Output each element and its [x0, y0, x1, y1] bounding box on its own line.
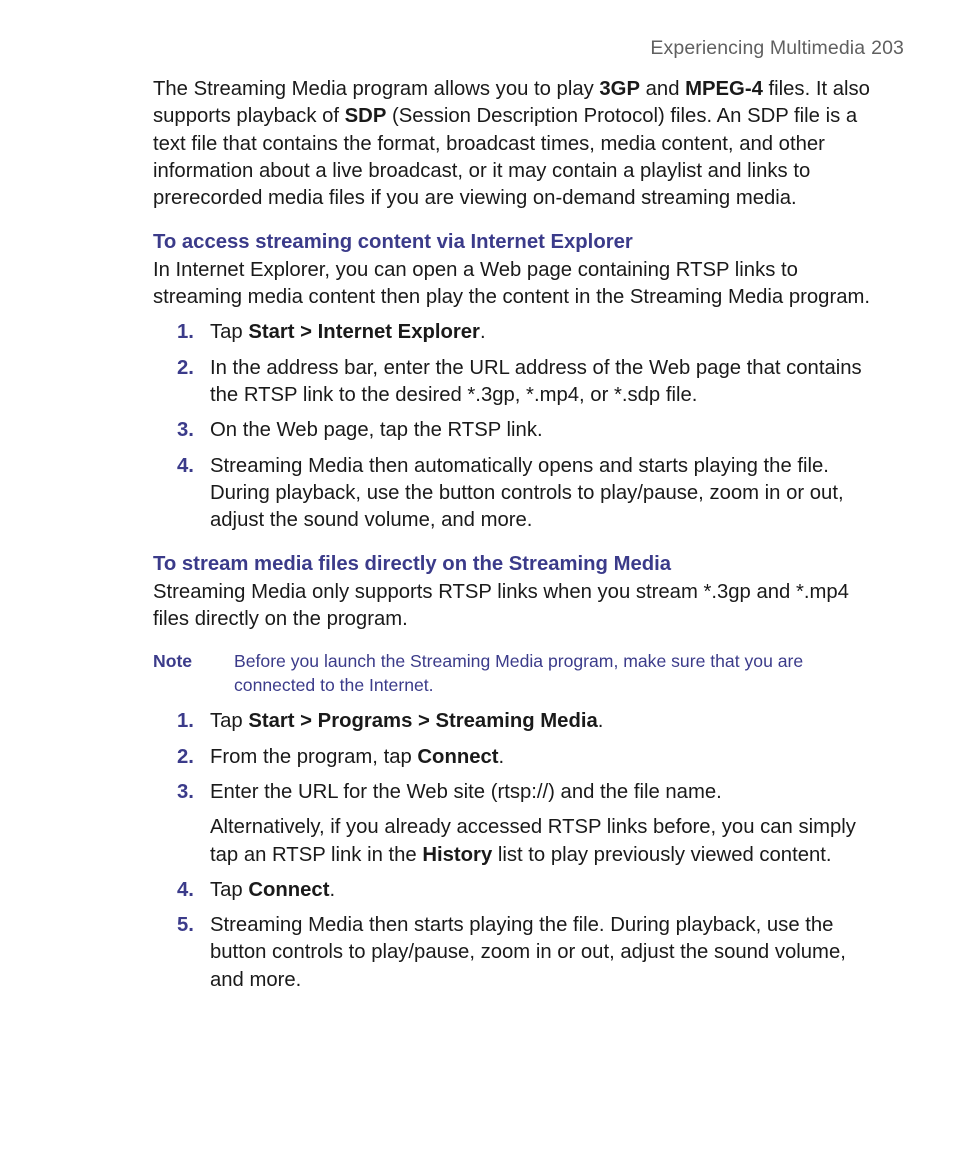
note-box: [153, 649, 883, 697]
step-item: 2. From the program, tap Connect.: [177, 745, 505, 768]
step-continuation: Alternatively, if you already accessed RTSP links before, you can simply tap an RTSP link in the History list to play previously viewed content.: [210, 816, 856, 866]
running-header: [650, 37, 904, 60]
note-text: Before you launch the Streaming Media program, make sure that you are connected to the Internet.: [234, 651, 804, 696]
intro-paragraph: The Streaming Media program allows you to play 3GP and MPEG-4 files. It also supports playback of SDP (Session Description Protocol) files. An SDP file is a text file that contains the format, broadcast times, media content, and other information about a live broadcast, or it may contain a playlist and links to prerecorded media files if you are viewing on-demand streaming media.: [153, 78, 870, 210]
step-item: 3. On the Web page, tap the RTSP link.: [177, 419, 543, 442]
section-heading-streaming-media: To stream media files directly on the Streaming Media: [153, 553, 672, 576]
page-content: [153, 76, 883, 994]
steps-list-streaming-media: [153, 708, 883, 806]
steps-list-internet-explorer: [153, 319, 883, 534]
step-item: 1. Tap Start > Internet Explorer.: [177, 321, 486, 344]
step-item: 5. Streaming Media then starts playing the file. During playback, use the button controls to play/pause, zoom in or out, adjust the sound volume, and more.: [177, 914, 846, 991]
section-description: Streaming Media only supports RTSP links when you stream *.3gp and *.mp4 files directly on the program.: [153, 580, 849, 631]
step-item: 3. Enter the URL for the Web site (rtsp://) and the file name.: [177, 780, 722, 803]
note-label: Note: [153, 651, 193, 672]
section-title: Experiencing Multimedia: [650, 37, 866, 59]
step-item: 2. In the address bar, enter the URL address of the Web page that contains the RTSP link to the desired *.3gp, *.mp4, or *.sdp file.: [177, 356, 862, 406]
step-item: 4. Tap Connect.: [177, 878, 336, 901]
page-number: 203: [871, 37, 904, 59]
step-item: 4. Streaming Media then automatically opens and starts playing the file. During playback, use the button controls to play/pause, zoom in or out, adjust the sound volume, and more.: [177, 454, 844, 532]
steps-list-streaming-media-continued: [153, 877, 883, 994]
section-description: In Internet Explorer, you can open a Web page containing RTSP links to streaming media content then play the content in the Streaming Media program.: [153, 258, 871, 309]
step-item: 1. Tap Start > Programs > Streaming Media.: [177, 710, 604, 733]
section-heading-internet-explorer: To access streaming content via Internet Explorer: [153, 231, 633, 254]
